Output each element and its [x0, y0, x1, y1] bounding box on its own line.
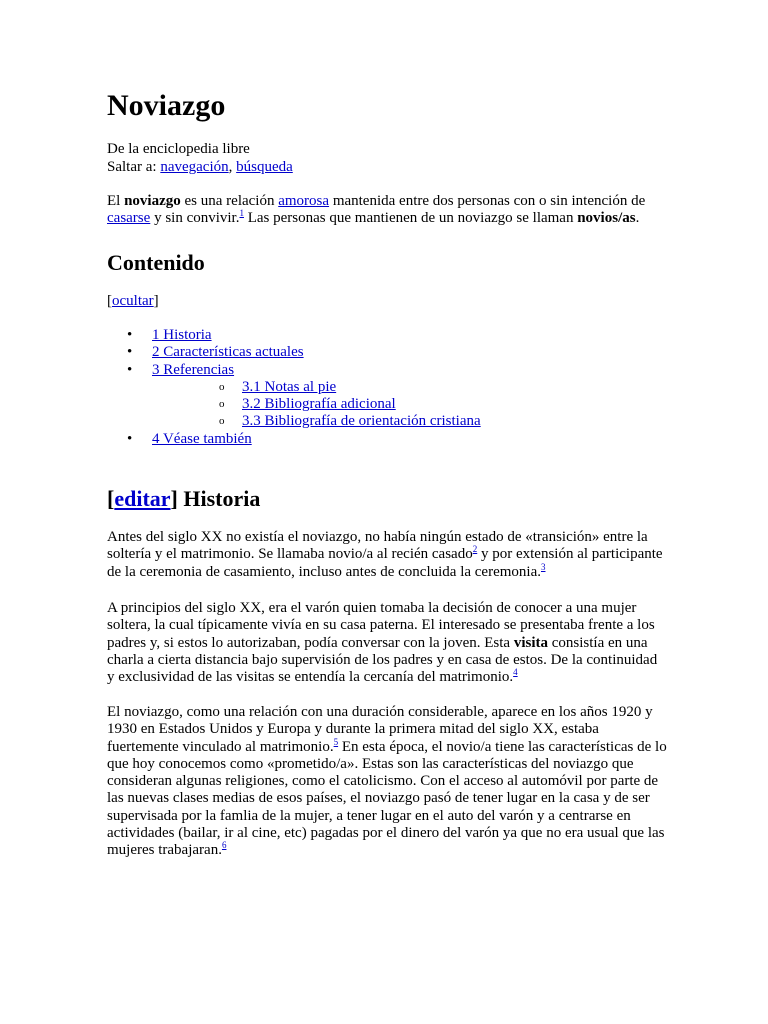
- paragraph-text: A principios del siglo XX, era el varón quien tomaba la decisión de conocer a una mujer soltera, la cual típicamente vivía en su casa paterna. El interesado se presentaba frente a los padres y, si estos lo autorizaban, podía conversar con la joven. Esta: [107, 600, 655, 651]
- toc-item: [107, 344, 481, 361]
- toc-link-referencias[interactable]: 3 Referencias: [152, 361, 235, 378]
- reference-4[interactable]: 4: [513, 667, 518, 678]
- intro-text: El: [107, 193, 125, 209]
- toc-link-vease[interactable]: 4 Véase también: [152, 430, 252, 447]
- bullet-icon: •: [127, 344, 133, 361]
- link-amorosa[interactable]: amorosa: [278, 193, 330, 209]
- jump-prefix: Saltar a:: [107, 159, 161, 175]
- bracket: ]: [153, 293, 159, 309]
- intro-bold-term: noviazgo: [124, 193, 181, 209]
- intro-text: y sin convivir.: [150, 210, 240, 227]
- circle-bullet-icon: o: [219, 415, 225, 428]
- circle-bullet-icon: o: [219, 380, 225, 393]
- toc-sublist: [152, 379, 481, 431]
- toc-link-caracteristicas[interactable]: 2 Características actuales: [152, 344, 304, 361]
- paragraph-2: [107, 600, 667, 686]
- reference-1[interactable]: 1: [239, 208, 244, 219]
- jump-separator: ,: [228, 159, 237, 175]
- toc-item: [107, 327, 481, 344]
- reference-3[interactable]: 3: [540, 561, 546, 572]
- section-title: Historia: [177, 486, 261, 511]
- section-heading-historia: [107, 485, 260, 513]
- bracket: [: [107, 486, 115, 511]
- bracket: ]: [170, 486, 178, 511]
- table-of-contents: [107, 327, 481, 448]
- search-link[interactable]: búsqueda: [236, 159, 293, 175]
- reference-5[interactable]: 5: [333, 736, 339, 747]
- toc-item: [107, 362, 481, 431]
- intro-text: mantenida entre dos personas con o sin intención de: [329, 193, 646, 209]
- page-title: Noviazgo: [107, 89, 226, 122]
- toc-subitem: [152, 413, 481, 430]
- toc-subitem: [152, 396, 481, 413]
- toc-toggle: [107, 292, 159, 310]
- toc-link-bibliografia-cristiana[interactable]: 3.3 Bibliografía de orientación cristiana: [242, 413, 481, 430]
- navigation-link[interactable]: navegación: [160, 159, 229, 175]
- intro-text: .: [635, 210, 640, 227]
- edit-link[interactable]: editar: [114, 486, 171, 511]
- toc-link-notas[interactable]: 3.1 Notas al pie: [242, 378, 337, 395]
- toc-item: [107, 431, 481, 448]
- toc-subitem: [152, 379, 481, 396]
- jump-links: [107, 158, 293, 176]
- link-casarse[interactable]: casarse: [107, 210, 151, 227]
- paragraph-text: En esta época, el novio/a tiene las características de lo que hoy conocemos como «prometido/a». Estas son las características del noviazgo que consideran algunas religiones, como el catolicismo. Con el acceso al automóvil por parte de las nuevas clases medias de esos países, el noviazgo pasó de tener lugar en la casa y de ser supervisada por la famlia de la mujer, a tener lugar en el auto del varón y a centrarse en actividades (bailar, ir al cine, etc) pagadas por el dinero del varón ya que no era usual que las mujeres trabajaran.: [107, 738, 667, 859]
- intro-text: es una relación: [180, 193, 279, 209]
- bullet-icon: •: [127, 430, 133, 447]
- intro-bold-term: novios/as: [577, 210, 636, 227]
- toc-link-historia[interactable]: 1 Historia: [152, 327, 212, 343]
- paragraph-text: El noviazgo, como una relación con una duración considerable, aparece en los años 1920 y 1930 en Estados Unidos y Europa y durante la primera mitad del siglo XX, estaba fuertemente vinculado al matrimonio.: [107, 704, 653, 755]
- paragraph-3: [107, 704, 667, 860]
- paragraph-1: [107, 529, 667, 581]
- circle-bullet-icon: o: [219, 398, 225, 411]
- paragraph-text: consistía en una charla a cierta distancia bajo supervisión de los padres y en casa de estos. De la continuidad y exclusividad de las visitas se entendía la cercanía del matrimonio.: [107, 634, 658, 686]
- subtitle-block: [107, 140, 293, 176]
- from-line: De la enciclopedia libre: [107, 141, 250, 157]
- bold-term: visita: [513, 634, 548, 651]
- paragraph-text: y por extensión al participante de la ceremonia de casamiento, incluso antes de concluida la ceremonia.: [107, 546, 663, 580]
- reference-2[interactable]: 2: [472, 544, 478, 555]
- toc-link-bibliografia[interactable]: 3.2 Bibliografía adicional: [242, 396, 396, 413]
- reference-6[interactable]: 6: [221, 840, 227, 851]
- intro-text: Las personas que mantienen de un noviazgo se llaman: [243, 210, 578, 227]
- bullet-icon: •: [127, 361, 133, 378]
- bracket: [: [107, 293, 112, 309]
- intro-paragraph: [107, 193, 667, 228]
- bullet-icon: •: [127, 327, 133, 343]
- toc-heading: Contenido: [107, 250, 205, 275]
- paragraph-text: Antes del siglo XX no existía el noviazgo, no había ningún estado de «transición» entre la soltería y el matrimonio. Se llamaba novio/a al recién casado: [107, 529, 648, 563]
- hide-toc-link[interactable]: ocultar: [112, 293, 154, 309]
